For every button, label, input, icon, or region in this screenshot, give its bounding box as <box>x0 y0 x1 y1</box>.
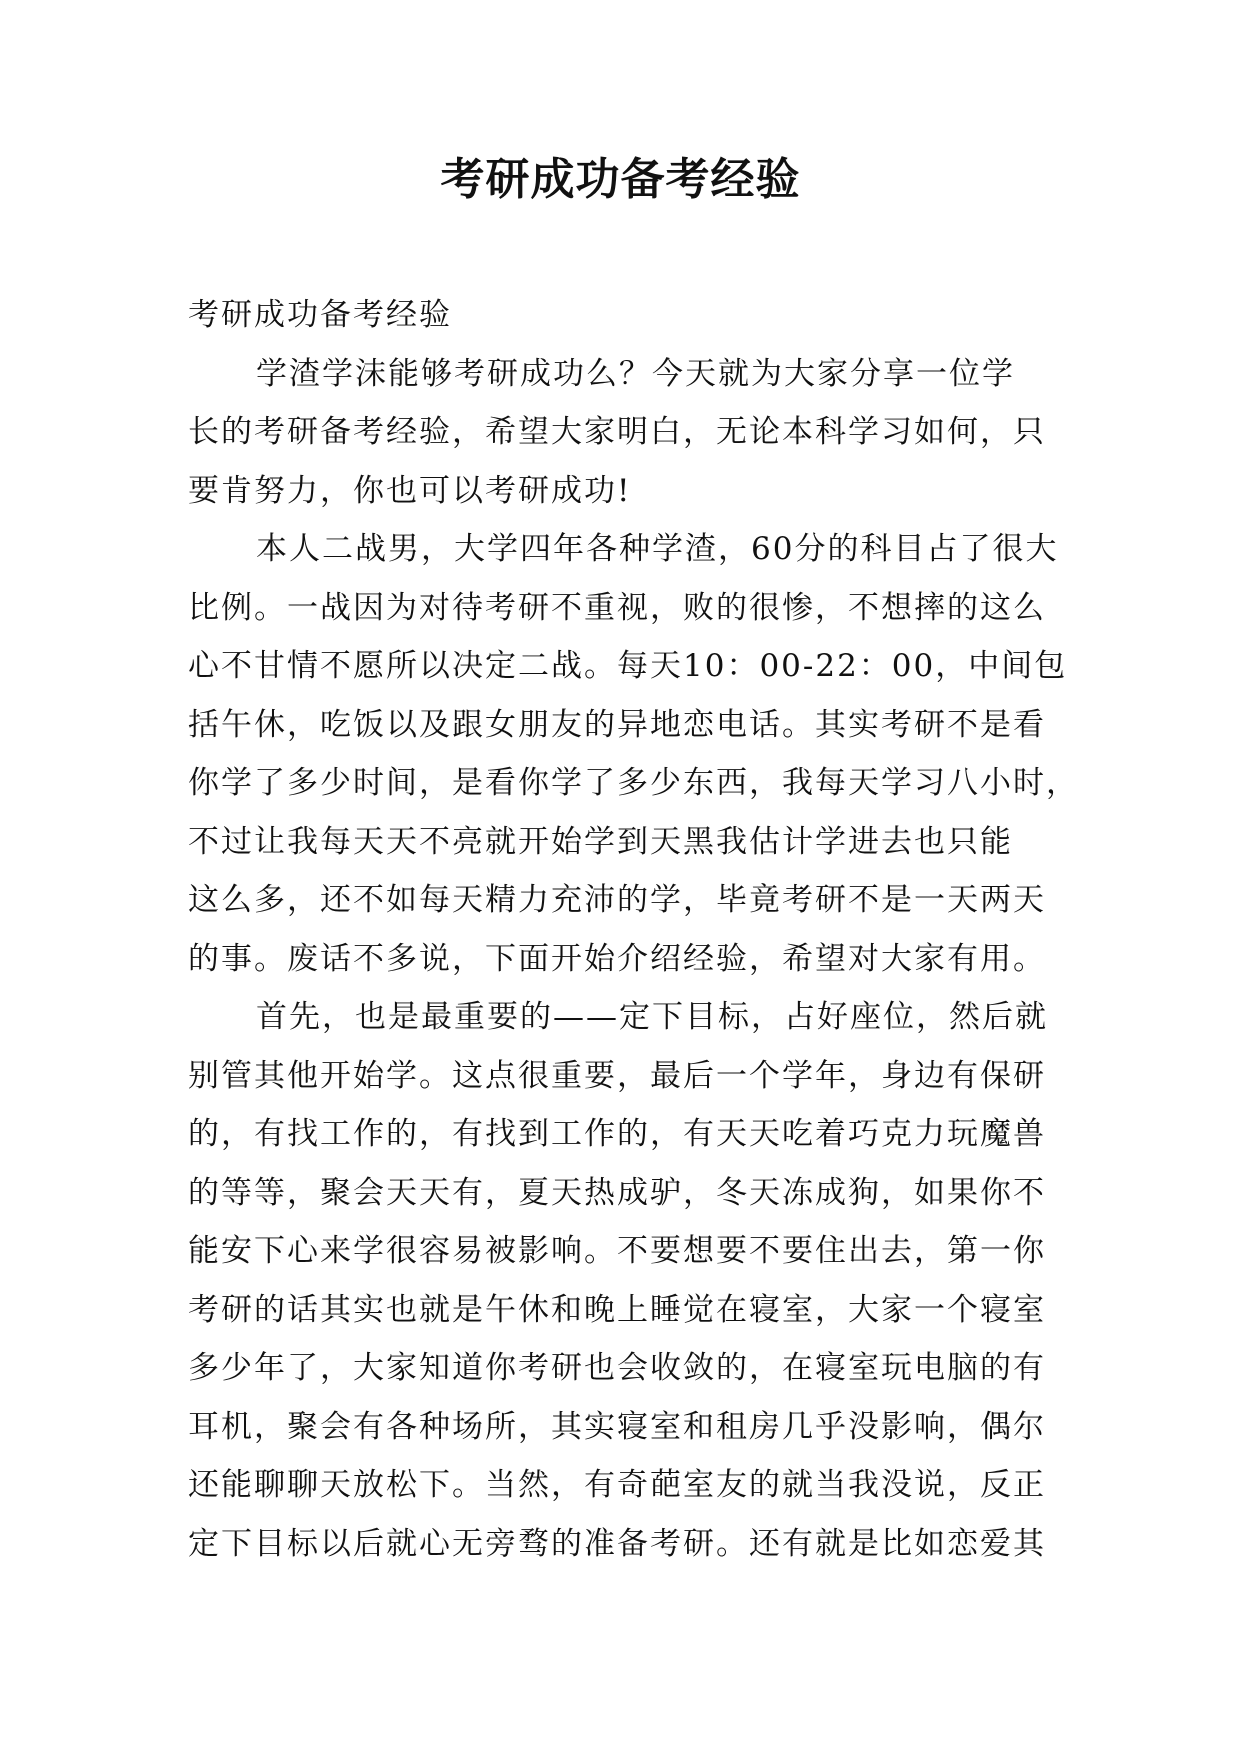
body-line: 还能聊聊天放松下。当然，有奇葩室友的就当我没说，反正 <box>188 1467 1046 1503</box>
body-line: 比例。一战因为对待考研不重视，败的很惨，不想摔的这么 <box>188 589 1046 626</box>
body-line: 的等等，聚会天天有，夏天热成驴，冬天冻成狗，如果你不 <box>188 1174 1046 1211</box>
body-line: 长的考研备考经验，希望大家明白，无论本科学习如何，只 <box>188 414 1046 450</box>
body-line: 不过让我每天天不亮就开始学到天黑我估计学进去也只能 <box>188 823 1013 860</box>
body-line: 的，有找工作的，有找到工作的，有天天吃着巧克力玩魔兽 <box>188 1116 1046 1152</box>
body-line: 能安下心来学很容易被影响。不要想要不要住出去，第一你 <box>188 1233 1046 1269</box>
body-line: 首先，也是最重要的——定下目标，占好座位，然后就 <box>256 999 1048 1035</box>
body-line: 学渣学沫能够考研成功么？今天就为大家分享一位学 <box>256 355 1015 392</box>
body-line: 耳机，聚会有各种场所，其实寝室和租房几乎没影响，偶尔 <box>188 1408 1046 1445</box>
body-line: 定下目标以后就心无旁骛的准备考研。还有就是比如恋爱其 <box>188 1525 1046 1562</box>
document-body <box>188 286 1079 1573</box>
body-line: 心不甘情不愿所以决定二战。每天10：00-22：00，中间包 <box>188 648 1068 684</box>
body-line: 多少年了，大家知道你考研也会收敛的，在寝室玩电脑的有 <box>188 1350 1046 1386</box>
body-line: 这么多，还不如每天精力充沛的学，毕竟考研不是一天两天 <box>188 882 1046 918</box>
body-line-subtitle: 考研成功备考经验 <box>188 297 452 333</box>
body-line: 你学了多少时间，是看你学了多少东西，我每天学习八小时， <box>188 765 1079 801</box>
body-line: 考研的话其实也就是午休和晚上睡觉在寝室，大家一个寝室 <box>188 1291 1046 1328</box>
body-line: 的事。废话不多说，下面开始介绍经验，希望对大家有用。 <box>188 940 1046 977</box>
document-title: 考研成功备考经验 <box>440 154 801 205</box>
body-line: 要肯努力，你也可以考研成功! <box>188 472 632 509</box>
body-line: 别管其他开始学。这点很重要，最后一个学年，身边有保研 <box>188 1057 1046 1094</box>
body-line: 本人二战男，大学四年各种学渣，60分的科目占了很大 <box>256 531 1059 567</box>
body-line: 括午休，吃饭以及跟女朋友的异地恋电话。其实考研不是看 <box>188 706 1046 743</box>
